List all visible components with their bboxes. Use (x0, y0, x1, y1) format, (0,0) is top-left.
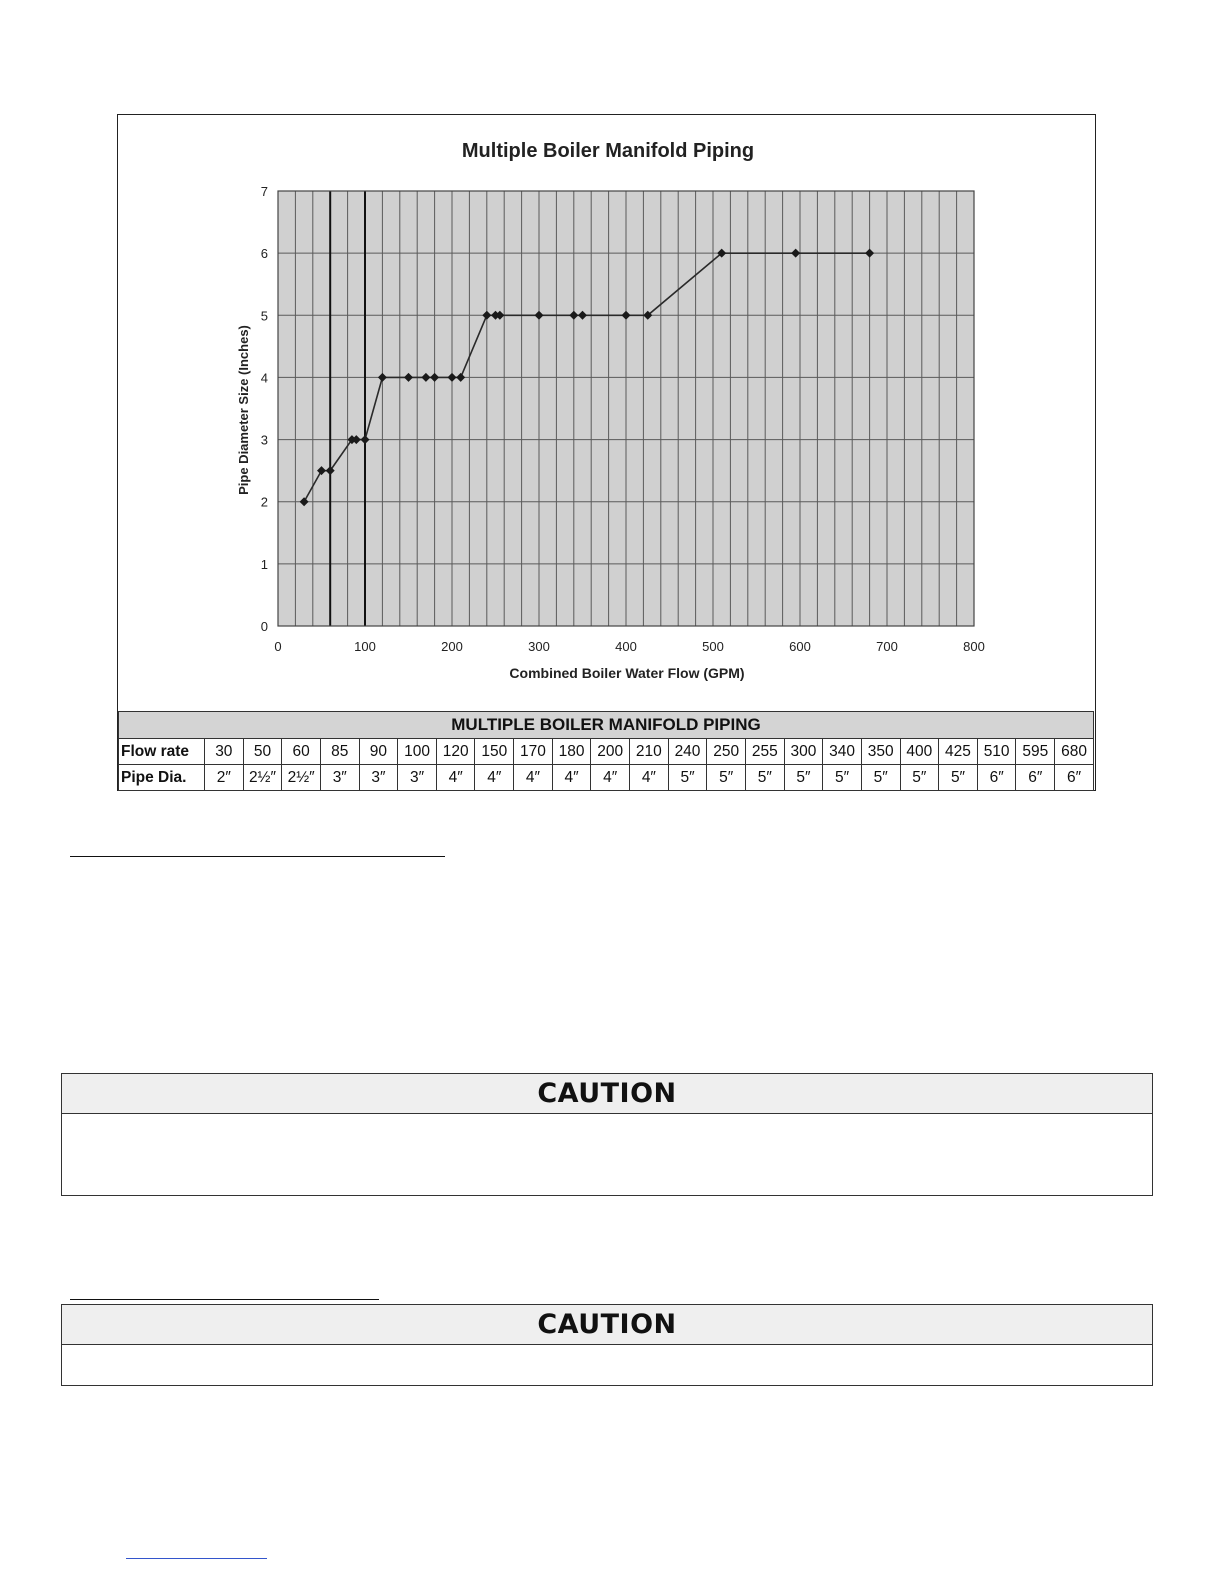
x-tick-label: 800 (963, 639, 985, 654)
flow-rate-cell: 120 (436, 739, 475, 765)
y-tick-label: 1 (260, 556, 268, 572)
y-tick-label: 2 (260, 494, 268, 510)
y-tick-label: 6 (260, 246, 268, 262)
x-tick-label: 500 (702, 639, 724, 654)
flow-rate-cell: 60 (282, 739, 321, 765)
pipe-dia-cell: 4″ (436, 765, 475, 791)
pipe-dia-cell: 5″ (939, 765, 978, 791)
pipe-dia-cell: 3″ (359, 765, 398, 791)
flow-rate-cell: 90 (359, 739, 398, 765)
section-heading-rule (70, 856, 445, 857)
pipe-dia-row (119, 765, 1094, 791)
pipe-dia-cell: 5″ (668, 765, 707, 791)
pipe-dia-cell: 5″ (784, 765, 823, 791)
section-heading-rule-2 (70, 1299, 379, 1300)
flow-rate-cell: 50 (243, 739, 282, 765)
y-tick-label: 3 (260, 432, 268, 448)
x-tick-label: 400 (615, 639, 637, 654)
pipe-dia-cell: 4″ (514, 765, 553, 791)
pipe-dia-cell: 6″ (1016, 765, 1055, 791)
chart-title: Multiple Boiler Manifold Piping (461, 140, 755, 162)
table-title-row (119, 712, 1094, 739)
pipe-dia-cell: 5″ (745, 765, 784, 791)
flow-rate-cell: 100 (398, 739, 437, 765)
y-tick-label: 5 (260, 308, 268, 324)
flow-rate-cell: 425 (939, 739, 978, 765)
flow-rate-cell: 210 (630, 739, 669, 765)
pipe-dia-cell: 3″ (398, 765, 437, 791)
link-underline[interactable] (126, 1558, 267, 1559)
flow-rate-cell: 680 (1055, 739, 1094, 765)
caution-box-2 (61, 1304, 1153, 1386)
flow-rate-cell: 350 (861, 739, 900, 765)
y-tick-label: 0 (260, 619, 268, 634)
pipe-dia-cell: 4″ (552, 765, 591, 791)
flow-rate-cell: 255 (745, 739, 784, 765)
flow-rate-cell: 85 (320, 739, 359, 765)
plot-area (261, 184, 985, 654)
caution-box-1 (61, 1073, 1153, 1196)
chart-svg (118, 115, 1094, 711)
pipe-dia-cell: 5″ (823, 765, 862, 791)
y-tick-label: 7 (260, 184, 268, 199)
flow-rate-cell: 150 (475, 739, 514, 765)
flow-rate-cell: 300 (784, 739, 823, 765)
flow-rate-cell: 170 (514, 739, 553, 765)
y-axis-label: Pipe Diameter Size (Inches) (236, 325, 251, 495)
piping-table (118, 711, 1094, 791)
x-axis-label: Combined Boiler Water Flow (GPM) (509, 665, 745, 681)
pipe-dia-cell: 3″ (320, 765, 359, 791)
flow-rate-cell: 200 (591, 739, 630, 765)
flow-rate-cell: 240 (668, 739, 707, 765)
pipe-dia-cell: 2″ (205, 765, 244, 791)
pipe-dia-cell: 2½″ (243, 765, 282, 791)
flow-rate-cell: 250 (707, 739, 746, 765)
pipe-dia-cell: 4″ (475, 765, 514, 791)
x-tick-label: 600 (789, 639, 811, 654)
pipe-dia-cell: 5″ (900, 765, 939, 791)
flow-rate-row (119, 739, 1094, 765)
pipe-dia-cell: 2½″ (282, 765, 321, 791)
y-tick-label: 4 (260, 370, 268, 386)
pipe-dia-cell: 4″ (630, 765, 669, 791)
x-tick-label: 700 (876, 639, 898, 654)
flow-rate-cell: 180 (552, 739, 591, 765)
caution-title: CAUTION (62, 1305, 1152, 1345)
flow-rate-cell: 400 (900, 739, 939, 765)
pipe-dia-cell: 4″ (591, 765, 630, 791)
x-tick-label: 100 (354, 639, 376, 654)
pipe-dia-cell: 5″ (861, 765, 900, 791)
pipe-dia-label: Pipe Dia. (119, 765, 205, 791)
flow-rate-cell: 595 (1016, 739, 1055, 765)
flow-rate-cell: 30 (205, 739, 244, 765)
x-tick-label: 300 (528, 639, 550, 654)
pipe-dia-cell: 6″ (977, 765, 1016, 791)
caution-title: CAUTION (62, 1074, 1152, 1114)
table-title: MULTIPLE BOILER MANIFOLD PIPING (119, 712, 1094, 739)
pipe-dia-cell: 6″ (1055, 765, 1094, 791)
flow-rate-cell: 510 (977, 739, 1016, 765)
x-tick-label: 0 (274, 639, 282, 654)
x-tick-label: 200 (441, 639, 463, 654)
flow-rate-label: Flow rate (119, 739, 205, 765)
chart-figure (117, 114, 1096, 791)
flow-rate-cell: 340 (823, 739, 862, 765)
pipe-dia-cell: 5″ (707, 765, 746, 791)
